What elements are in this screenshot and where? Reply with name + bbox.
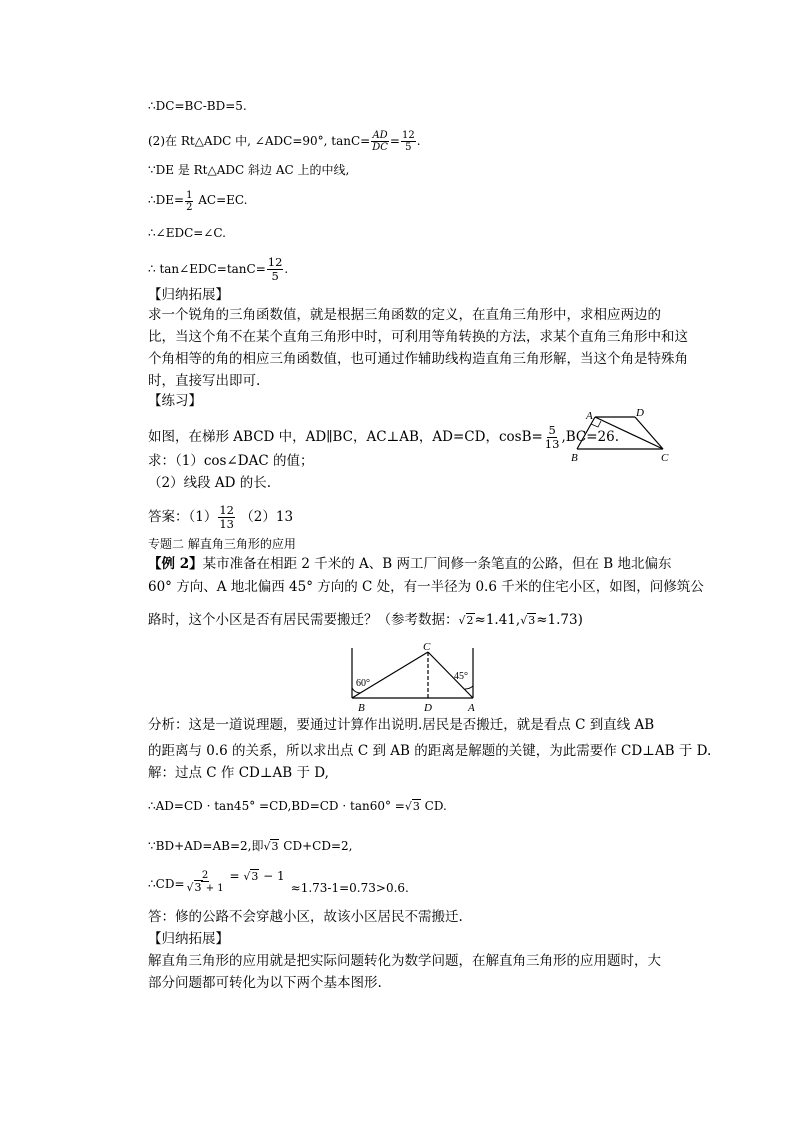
heading-summary-2: 【归纳拓展】 <box>148 931 229 947</box>
label-c2: C <box>423 641 431 653</box>
para1-line1: 求一个锐角的三角函数值，就是根据三角函数的定义，在直角三角形中，求相应两边的 <box>148 307 661 323</box>
solution-line4: ∴CD= $\frac{2}{√3 + 1}$ = √3 − 1≈1.73-1=0.73>0.6. <box>148 869 409 895</box>
para2-line2: 部分问题都可转化为以下两个基本图形. <box>148 975 382 991</box>
sqrt-3-b: √3 <box>404 800 420 813</box>
line-tanc: (2)在 Rt△ADC 中, ∠ADC=90°, tanC= $\frac{AD}{DC}$ = $\frac{12}{5}$ . <box>148 130 421 153</box>
label-a: A <box>586 410 593 422</box>
analysis-line1: 分析：这是一道说理题，要通过计算作出说明.居民是否搬迁，就是看点 C 到直线 AB <box>148 717 655 733</box>
example2-line3: 路时，这个小区是否有居民需要搬迁？（参考数据：√2≈1.41,√3≈1.73) <box>148 612 583 628</box>
fraction-12-13: $\frac{12}{13}$ <box>219 503 234 531</box>
line-angle-edc: ∴∠EDC=∠C. <box>148 226 226 240</box>
fraction-ad-dc: $\frac{AD}{DC}$ <box>372 130 388 153</box>
label-d: D <box>636 407 644 419</box>
fraction-cd: $\frac{2}{√3 + 1}$ <box>186 870 224 894</box>
example2-line2: 60° 方向、A 地北偏西 45° 方向的 C 处，有一半径为 0.6 千米的住宅小区，如图，问修筑公 <box>148 579 704 595</box>
para1-line2: 比，当这个角不在某个直角三角形中时，可利用等角转换的方法，求某个直角三角形中和这 <box>148 329 688 345</box>
para2-line1: 解直角三角形的应用就是把实际问题转化为数学问题，在解直角三角形的应用题时，大 <box>148 953 661 969</box>
example2-line1: 【例 2】某市准备在相距 2 千米的 A、B 两工厂间修一条笔直的公路，但在 B 地北偏东 <box>148 556 672 572</box>
solution-line1: 解：过点 C 作 CD⊥AB 于 D, <box>148 765 329 781</box>
label-angle-60: 60° <box>356 678 370 689</box>
exercise-line1: 如图，在梯形 ABCD 中，AD∥BC，AC⊥AB，AD=CD，cosB= $\frac{5}{13}$ ,BC=26. <box>148 423 620 451</box>
solution-line2: ∴AD=CD · tan45° =CD,BD=CD · tan60° =√3 CD. <box>148 799 447 813</box>
label-angle-45: 45° <box>454 671 468 682</box>
solution-line3: ∵BD+AD=AB=2,即√3 CD+CD=2, <box>148 839 353 853</box>
line-tan-edc: ∴ tan∠EDC=tanC= $\frac{12}{5}$ . <box>148 255 289 283</box>
label-c: C <box>661 452 669 464</box>
answer-line: 答案：（1） $\frac{12}{13}$ （2）13 <box>148 503 294 531</box>
fraction-12-5: $\frac{12}{5}$ <box>401 130 415 153</box>
answer-conclusion: 答：修的公路不会穿越小区，故该小区居民不需搬迁. <box>148 909 463 925</box>
label-b: B <box>571 452 578 464</box>
fraction-12-5-b: $\frac{12}{5}$ <box>267 255 283 283</box>
sqrt-3-c: √3 <box>263 840 279 853</box>
line-de: ∴DE= $\frac{1}{2}$ AC=EC. <box>148 190 248 213</box>
line-dc: ∴DC=BC-BD=5. <box>148 99 247 113</box>
label-d2: D <box>424 702 432 714</box>
label-b2: B <box>358 702 365 714</box>
sqrt-2: √2 <box>458 614 474 627</box>
analysis-line2: 的距离与 0.6 的关系，所以求出点 C 到 AB 的距离是解题的关键，为此需要作 CD⊥AB 于 D. <box>148 743 712 759</box>
sqrt-3: √3 <box>520 614 536 627</box>
trapezoid-figure <box>565 405 680 465</box>
exercise-line2: 求：（1）cos∠DAC 的值； <box>148 453 314 469</box>
label-a2: A <box>468 702 475 714</box>
line-median: ∵DE 是 Rt△ADC 斜边 AC 上的中线, <box>148 163 350 177</box>
topic2-heading: 专题二 解直角三角形的应用 <box>148 537 296 551</box>
fraction-5-13: $\frac{5}{13}$ <box>544 423 560 451</box>
heading-practice: 【练习】 <box>148 393 202 409</box>
para1-line3: 个角相等的角的相应三角函数值，也可通过作辅助线构造直角三角形解，当这个角是特殊角 <box>148 351 688 367</box>
fraction-half: $\frac{1}{2}$ <box>186 190 193 213</box>
heading-summary-1: 【归纳拓展】 <box>148 287 229 303</box>
sqrt-3-d: √3 <box>243 870 259 883</box>
exercise-line3: （2）线段 AD 的长. <box>148 475 272 491</box>
para1-line4: 时，直接写出即可. <box>148 373 261 389</box>
triangle-figure <box>340 640 490 715</box>
